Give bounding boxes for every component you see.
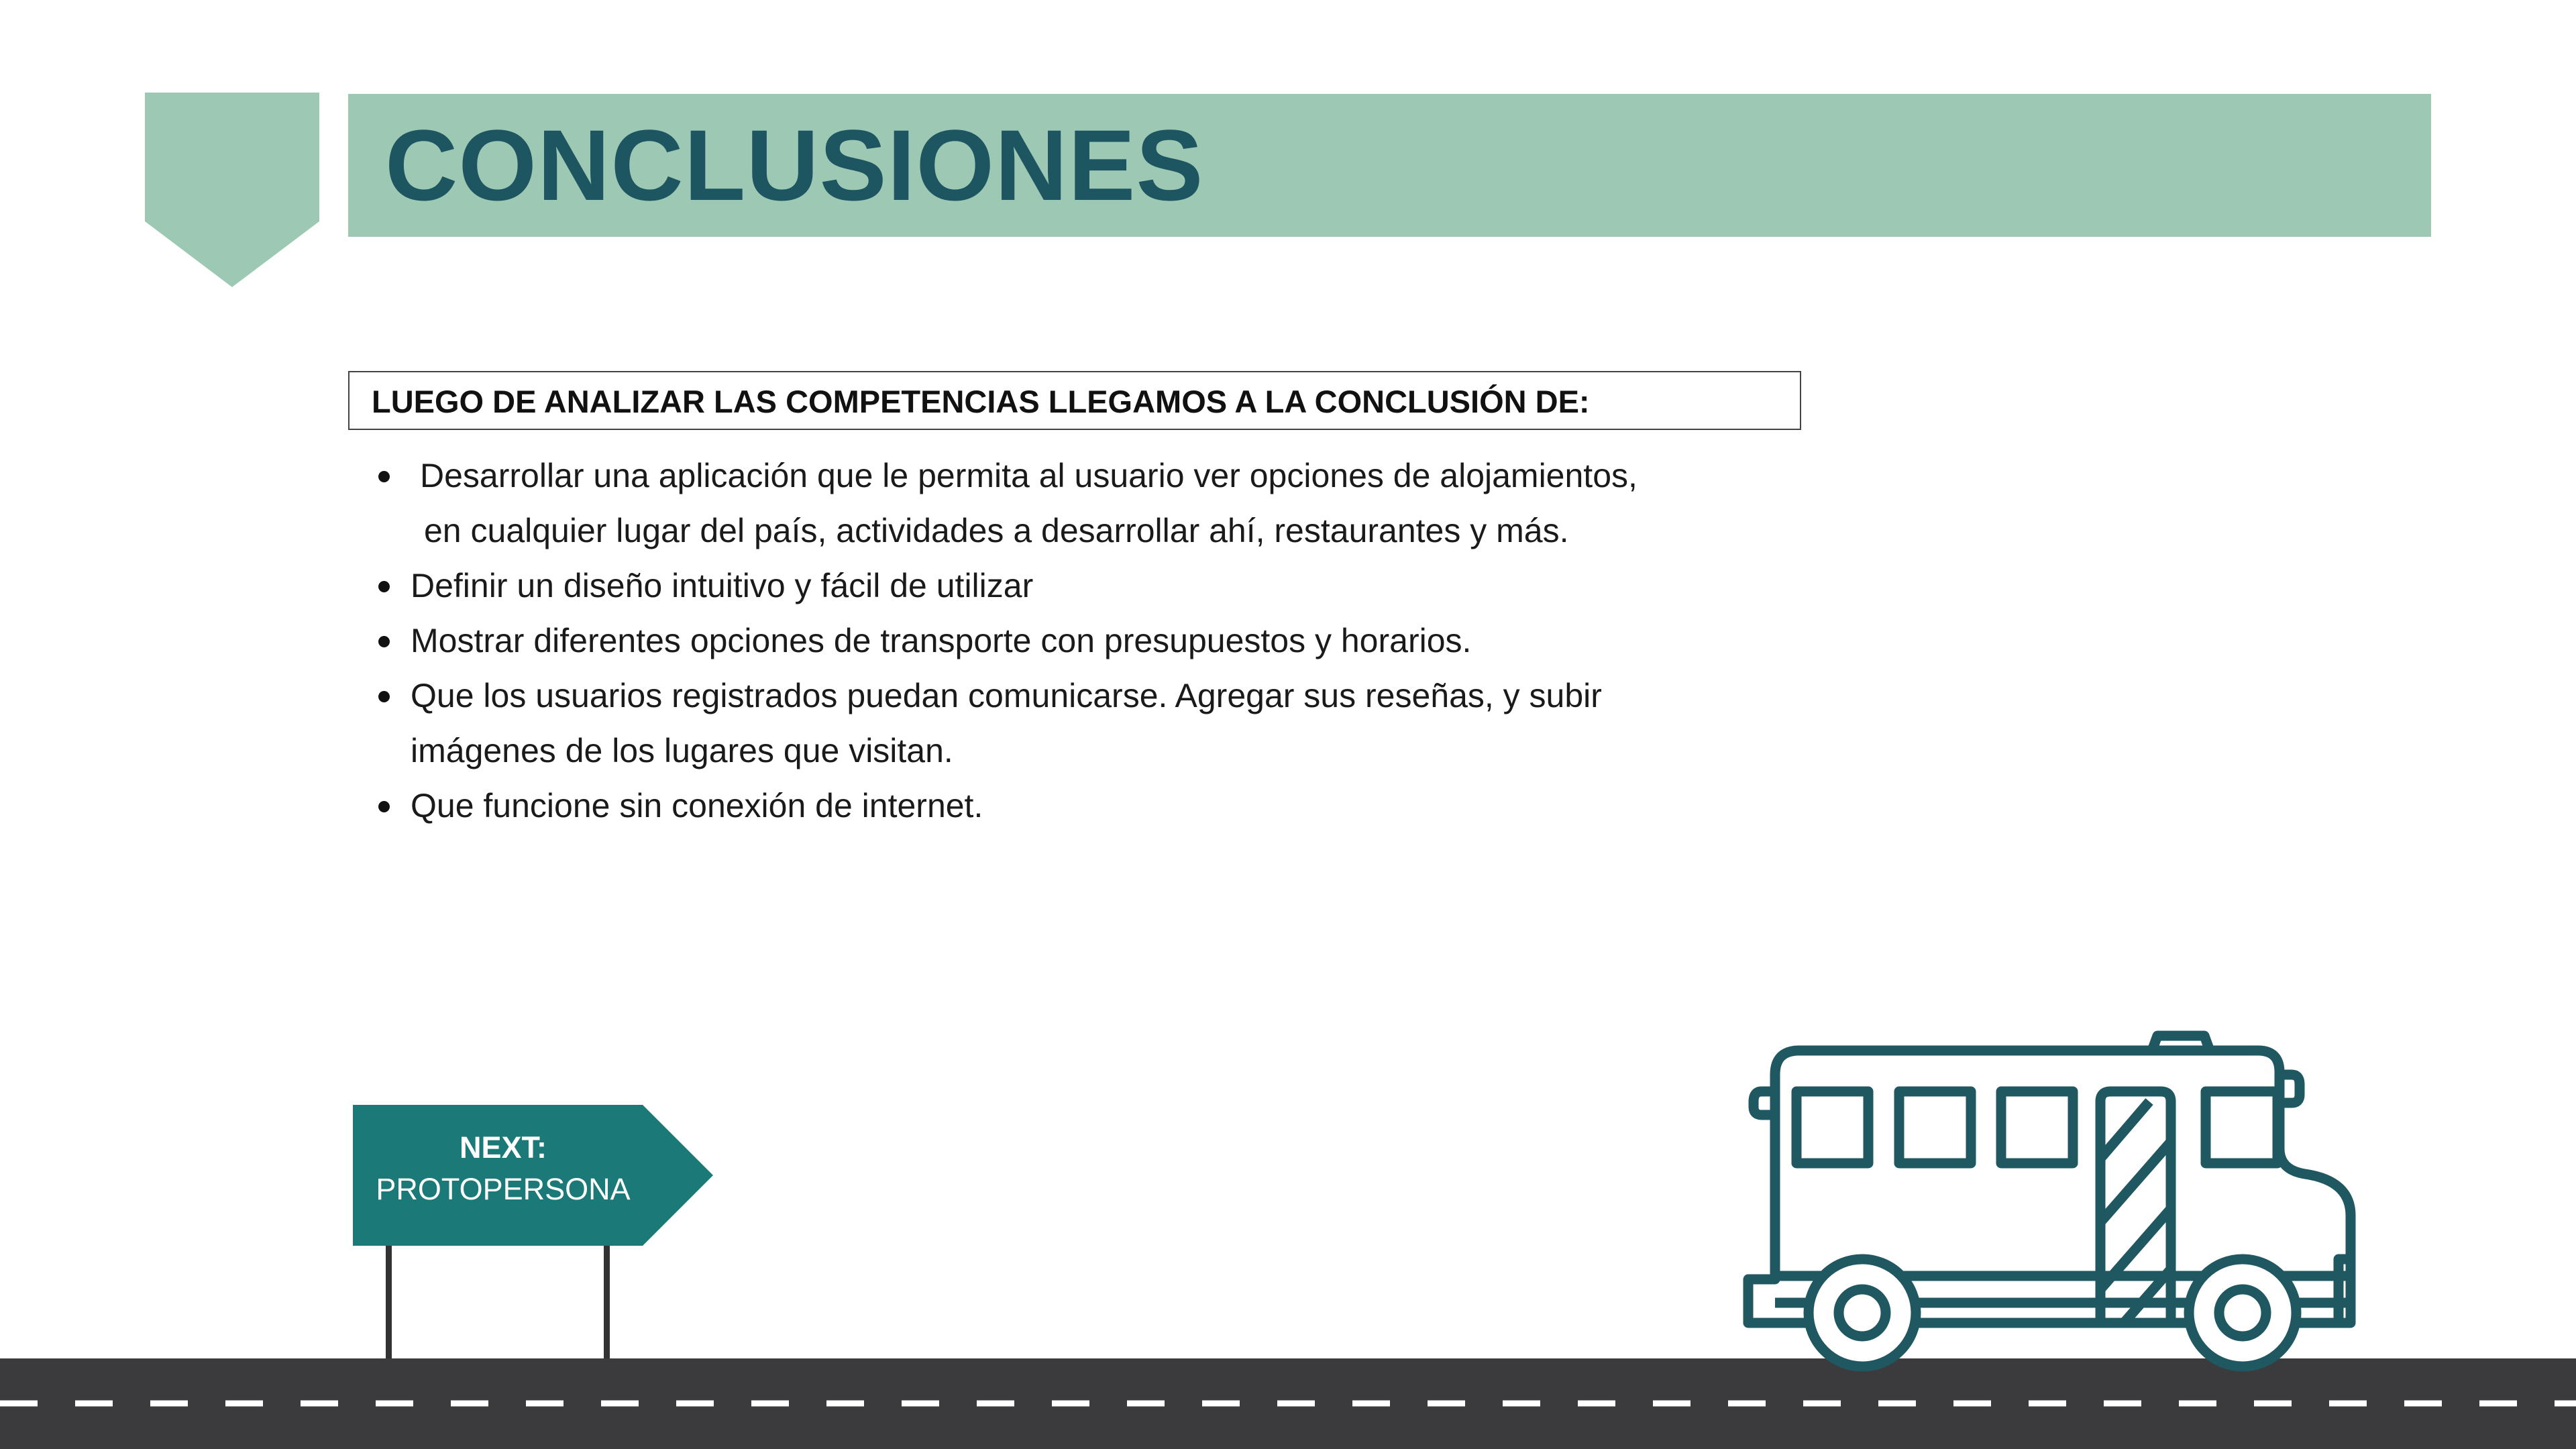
intro-box: [348, 371, 1801, 430]
list-item-text: Desarrollar una aplicación que le permita al usuario ver opciones de alojamientos,: [420, 457, 1638, 494]
bullet-icon: [378, 581, 390, 592]
bookmark-ribbon-icon: [145, 93, 319, 287]
bullet-icon: [378, 691, 390, 702]
list-item-text: Que los usuarios registrados puedan comunicarse. Agregar sus reseñas, y subir: [411, 677, 1602, 714]
list-item-text: Que funcione sin conexión de internet.: [411, 787, 983, 824]
list-item-text: Mostrar diferentes opciones de transporte con presupuestos y horarios.: [411, 622, 1472, 659]
sign-title: NEXT:: [459, 1130, 547, 1165]
sign-subtitle: PROTOPERSONA: [376, 1172, 631, 1206]
bullet-icon: [378, 801, 390, 812]
intro-text: LUEGO DE ANALIZAR LAS COMPETENCIAS LLEGAMOS A LA CONCLUSIÓN DE:: [372, 384, 1590, 419]
next-sign[interactable]: [349, 1104, 718, 1372]
page-title: CONCLUSIONES: [385, 109, 1204, 221]
list-item-text: en cualquier lugar del país, actividades a desarrollar ahí, restaurantes y más.: [424, 512, 1569, 549]
bullet-icon: [378, 471, 390, 482]
bus-icon: [1735, 1028, 2379, 1377]
list-item-text: Definir un diseño intuitivo y fácil de utilizar: [411, 567, 1034, 604]
list-item-text: imágenes de los lugares que visitan.: [411, 732, 953, 769]
bullet-icon: [378, 636, 390, 647]
